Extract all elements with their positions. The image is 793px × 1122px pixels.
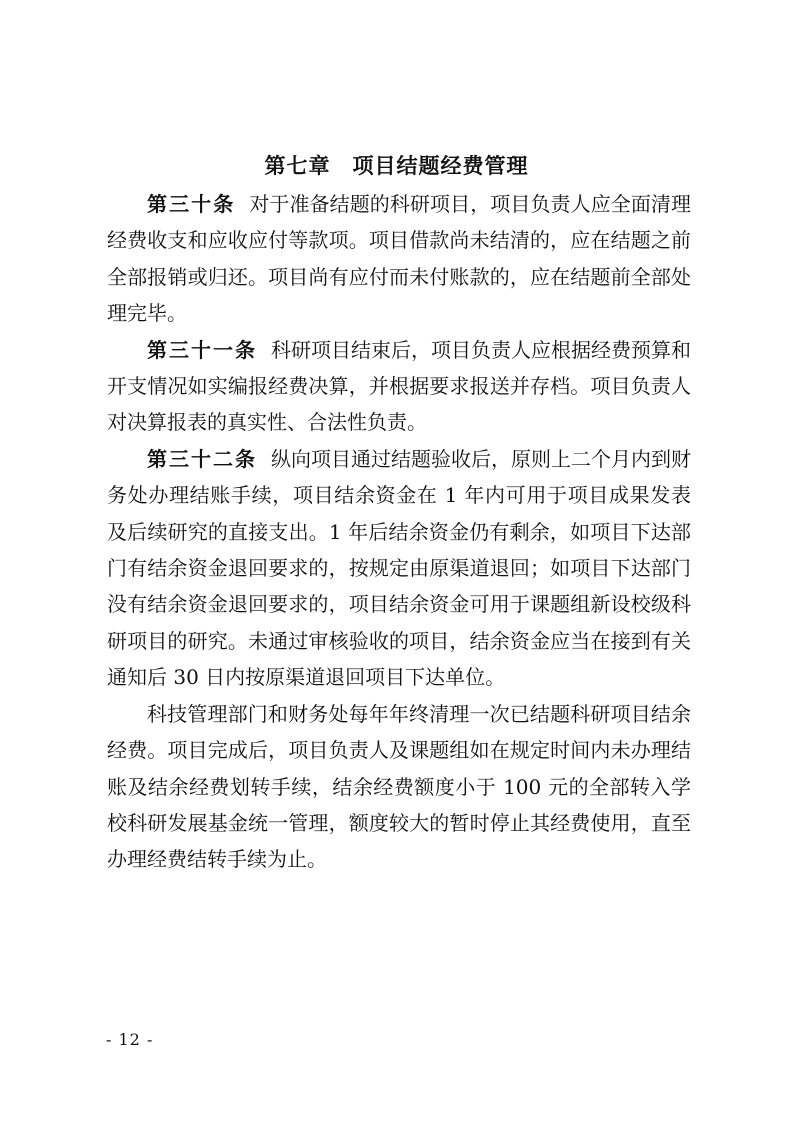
- chapter-title: 第七章 项目结题经费管理: [264, 154, 529, 178]
- article-text: 科研项目结束后，项目负责人应根据经费预算和开支情况如实编报经费决算，并根据要求报送并存档。项目负责人对决算报表的真实性、合法性负责。: [107, 337, 691, 435]
- article-text: 纵向项目通过结题验收后，原则上二个月内到财务处办理结账手续，项目结余资金在 1 年内可用于项目成果发表及后续研究的直接支出。1 年后结余资金仍有剩余，如项目下达部门有结余资金退回要求的，按规定由原渠道退回；如项目下达部门没有结余资金退回要求的，项目结余资金可用于课题组新设校级科研项目的研究。未通过审核验收的项目，结余资金应当在接到有关通知后 30 日内按原渠道退回项目下达单位。: [107, 446, 691, 690]
- document-body: [107, 186, 691, 878]
- closing-paragraph: 科技管理部门和财务处每年年终清理一次已结题科研项目结余经费。项目完成后，项目负责人及课题组如在规定时间内未办理结账及结余经费划转手续，结余经费额度小于 100 元的全部转入学校科研发展基金统一管理，额度较大的暂时停止其经费使用，直至办理经费结转手续为止。: [107, 701, 691, 872]
- article-number: 第三十二条: [147, 446, 257, 471]
- article-31-paragraph: [107, 332, 691, 441]
- article-number: 第三十一条: [147, 337, 257, 362]
- article-32-paragraph: [107, 441, 691, 696]
- page-number: - 12 -: [106, 1030, 154, 1049]
- article-text: 对于准备结题的科研项目，项目负责人应全面清理经费收支和应收应付等款项。项目借款尚未结清的，应在结题之前全部报销或归还。项目尚有应付而未付账款的，应在结题前全部处理完毕。: [107, 192, 692, 326]
- article-30-paragraph: [107, 186, 691, 332]
- article-number: 第三十条: [147, 192, 236, 216]
